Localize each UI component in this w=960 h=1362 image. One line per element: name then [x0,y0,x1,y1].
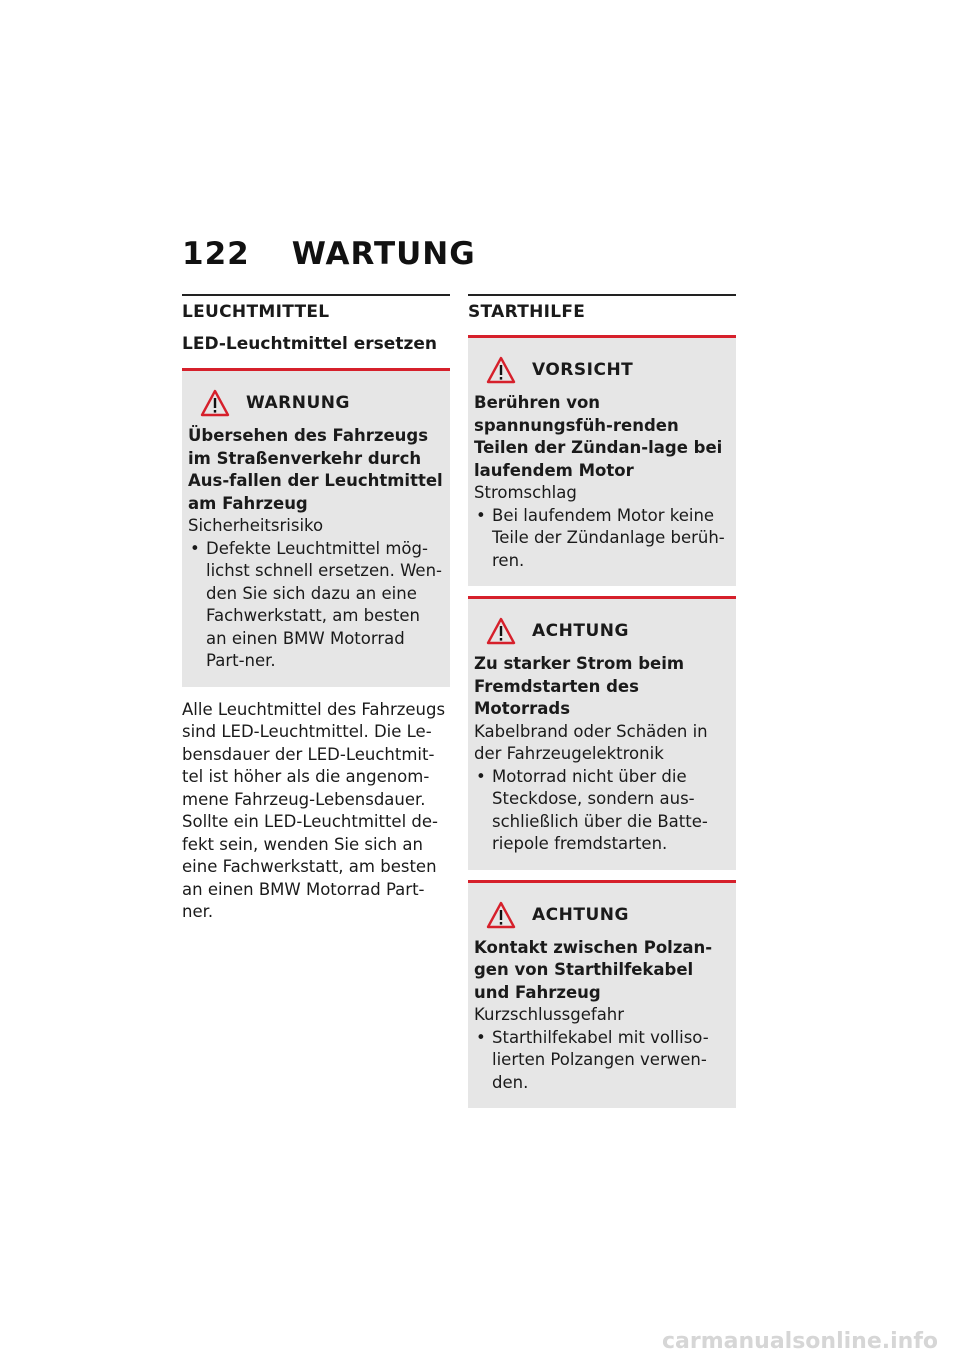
measures-list [188,538,444,673]
consequence-text: Kabelbrand oder Schäden in der Fahrzeugelektronik [474,721,708,763]
warning-triangle-icon [486,617,516,645]
signal-header [474,352,730,388]
notice-box [468,596,736,870]
measures-list [474,766,730,856]
signal-word: VORSICHT [532,360,634,380]
notice-box [468,880,736,1109]
consequence-text: Stromschlag [474,483,577,502]
measure-item: • Starthilfekabel mit volliso-lierten Polzangen verwen-den. [474,1027,730,1095]
left-column [182,294,450,924]
right-column [468,294,736,1108]
body-paragraph: Alle Leuchtmittel des Fahrzeugs sind LED-Leuchtmittel. Die Le-bensdauer der LED-Leuchtmit-tel ist höher als die angenom-mene Fahrzeug-Lebensdauer. Sollte ein LED-Leuchtmittel de-fekt sein, wenden Sie sich an eine Fachwerkstatt, am besten an einen BMW Motorrad Part-ner. [182,699,446,921]
signal-word: WARNUNG [246,393,350,413]
measure-item: • Defekte Leuchtmittel mög-lichst schnell ersetzen. Wen-den Sie sich dazu an eine Fachwerkstatt, am besten an einen BMW Motorrad Part-ner. [188,538,444,673]
warning-triangle-icon [486,356,516,384]
consequence-text: Sicherheitsrisiko [188,516,324,535]
chapter-title: WARTUNG [291,236,476,272]
hazard-text: Kontakt zwischen Polzan-gen von Starthilfekabel und Fahrzeug [474,937,713,1002]
signal-word: ACHTUNG [532,621,629,641]
hazard-text: Übersehen des Fahrzeugs im Straßenverkehr durch Aus-fallen der Leuchtmittel am Fahrzeug [188,426,443,513]
measures-list [474,1027,730,1095]
hazard-text: Zu starker Strom beim Fremdstarten des Motorrads [474,654,685,718]
measures-list [474,505,730,573]
caution-box [468,335,736,586]
signal-header [474,613,730,649]
watermark: carmanualsonline.info [662,1329,938,1354]
section-title-leuchtmittel: LEUCHTMITTEL [182,294,450,324]
warning-triangle-icon [200,389,230,417]
subsection-title: LED-Leuchtmittel ersetzen [182,334,437,354]
signal-word: ACHTUNG [532,904,629,925]
hazard-text: Berühren von spannungsfüh-renden Teilen der Zündan-lage bei laufendem Motor [474,393,723,480]
warning-box [182,368,450,687]
consequence-text: Kurzschlussgefahr [474,1005,625,1024]
measure-item: • Motorrad nicht über die Steckdose, sondern aus-schließlich über die Batte-riepole fremdstarten. [474,766,730,856]
page-header [182,236,476,272]
warning-triangle-icon [486,901,516,929]
section-title-starthilfe: STARTHILFE [468,294,736,324]
page-number: 122 [182,236,250,272]
measure-item: • Bei laufendem Motor keine Teile der Zündanlage berüh-ren. [474,505,730,573]
signal-header [474,897,730,933]
signal-header [188,385,444,421]
